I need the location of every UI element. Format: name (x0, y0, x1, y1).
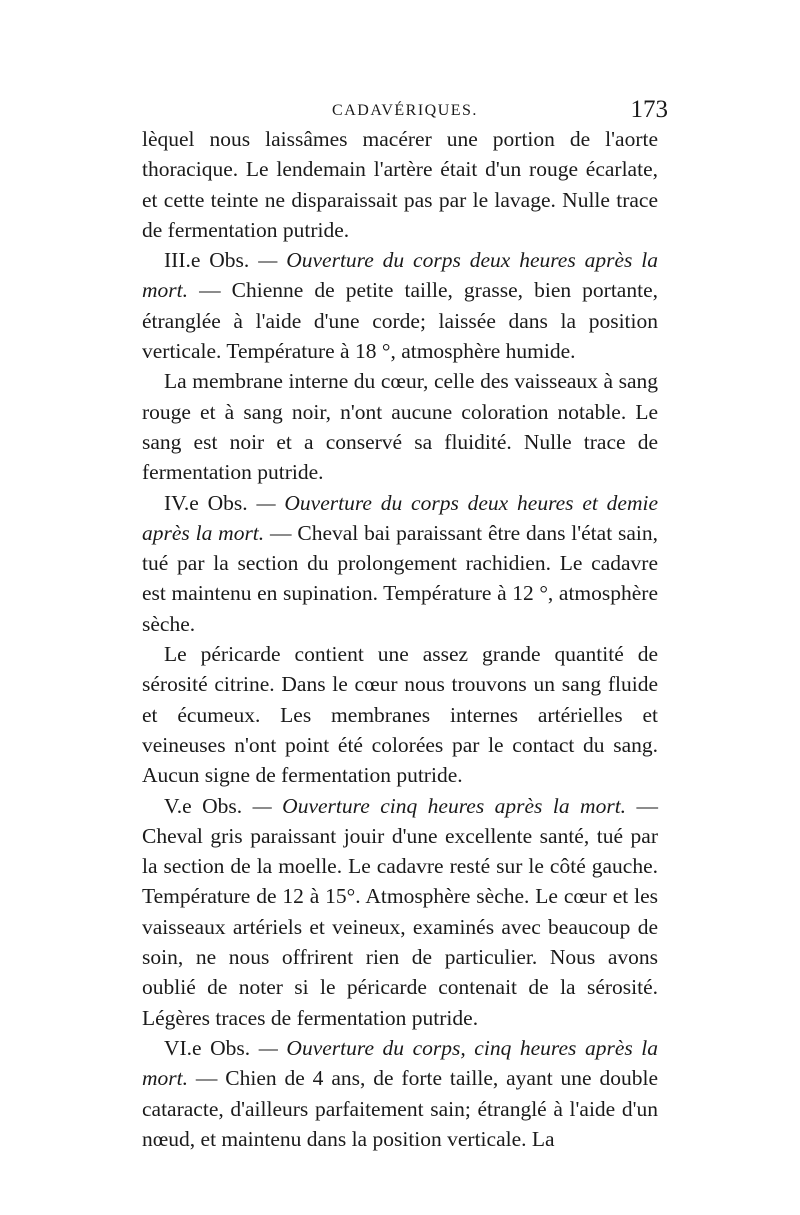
observation-text: — Cheval gris paraissant jouir d'une excellente santé, tué par la section de la moelle. Le cadavre resté sur le côté gauche. Température de 12 à 15°. Atmosphère sèche. Le cœur et les vaisseaux artériels et veineux, examinés avec beaucoup de soin, ne nous offrirent rien de particulier. Nous avons oublié de noter si le péricarde contenait de la sérosité. Légères traces de fermentation putride. (142, 793, 658, 1030)
observation-label: VI.e Obs. (164, 1035, 251, 1060)
observation-label: V.e Obs. (164, 793, 243, 818)
paragraph-text: La membrane interne du cœur, celle des vaisseaux à sang rouge et à sang noir, n'ont aucune coloration notable. Le sang est noir et a conservé sa fluidité. Nulle trace de fermentation putride. (142, 369, 658, 485)
page-number: 173 (630, 96, 668, 123)
observation-heading: — Ouverture cinq heures après la mort. (252, 793, 627, 818)
paragraph-text: Le péricarde contient une assez grande quantité de sérosité citrine. Dans le cœur nous trouvons un sang fluide et écumeux. Les membranes internes artérielles et veineuses n'ont point été colorées par le contact du sang. Aucun signe de fermentation putride. (142, 642, 658, 788)
observation-paragraph (142, 488, 658, 639)
observation-heading: — Ouverture du corps, cinq heures après la mort. (142, 1035, 659, 1091)
observation-text: — Chienne de petite taille, grasse, bien portante, étranglée à l'aide d'une corde; laissée dans la position verticale. Température à 18 °, atmosphère humide. (142, 278, 658, 364)
observation-label: IV.e Obs. (164, 490, 248, 515)
paragraph (142, 366, 658, 487)
running-title: CADAVÉRIQUES. (332, 102, 478, 119)
observation-text: — Chien de 4 ans, de forte taille, ayant une double cataracte, d'ailleurs parfaitement sain; étranglé à l'aide d'un nœud, et maintenu dans la position verticale. La (142, 1066, 658, 1151)
observation-paragraph (142, 1033, 658, 1154)
paragraph-continuation (142, 124, 658, 245)
paragraph-text: lèquel nous laissâmes macérer une portion de l'aorte thoracique. Le lendemain l'artère était d'un rouge écarlate, et cette teinte ne disparaissait pas par le lavage. Nulle trace de fermentation putride. (142, 127, 658, 242)
observation-label: III.e Obs. (164, 248, 250, 273)
paragraph (142, 639, 658, 790)
observation-paragraph (142, 791, 658, 1033)
observation-paragraph (142, 245, 658, 366)
observation-heading: — Ouverture du corps deux heures et demie après la mort. (142, 490, 658, 545)
page-body (142, 124, 658, 1154)
observation-text: — Cheval bai paraissant être dans l'état sain, tué par la section du prolongement rachidien. Le cadavre est maintenu en supination. Température à 12 °, atmosphère sèche. (142, 520, 659, 636)
observation-heading: — Ouverture du corps deux heures après la mort. (142, 248, 658, 303)
